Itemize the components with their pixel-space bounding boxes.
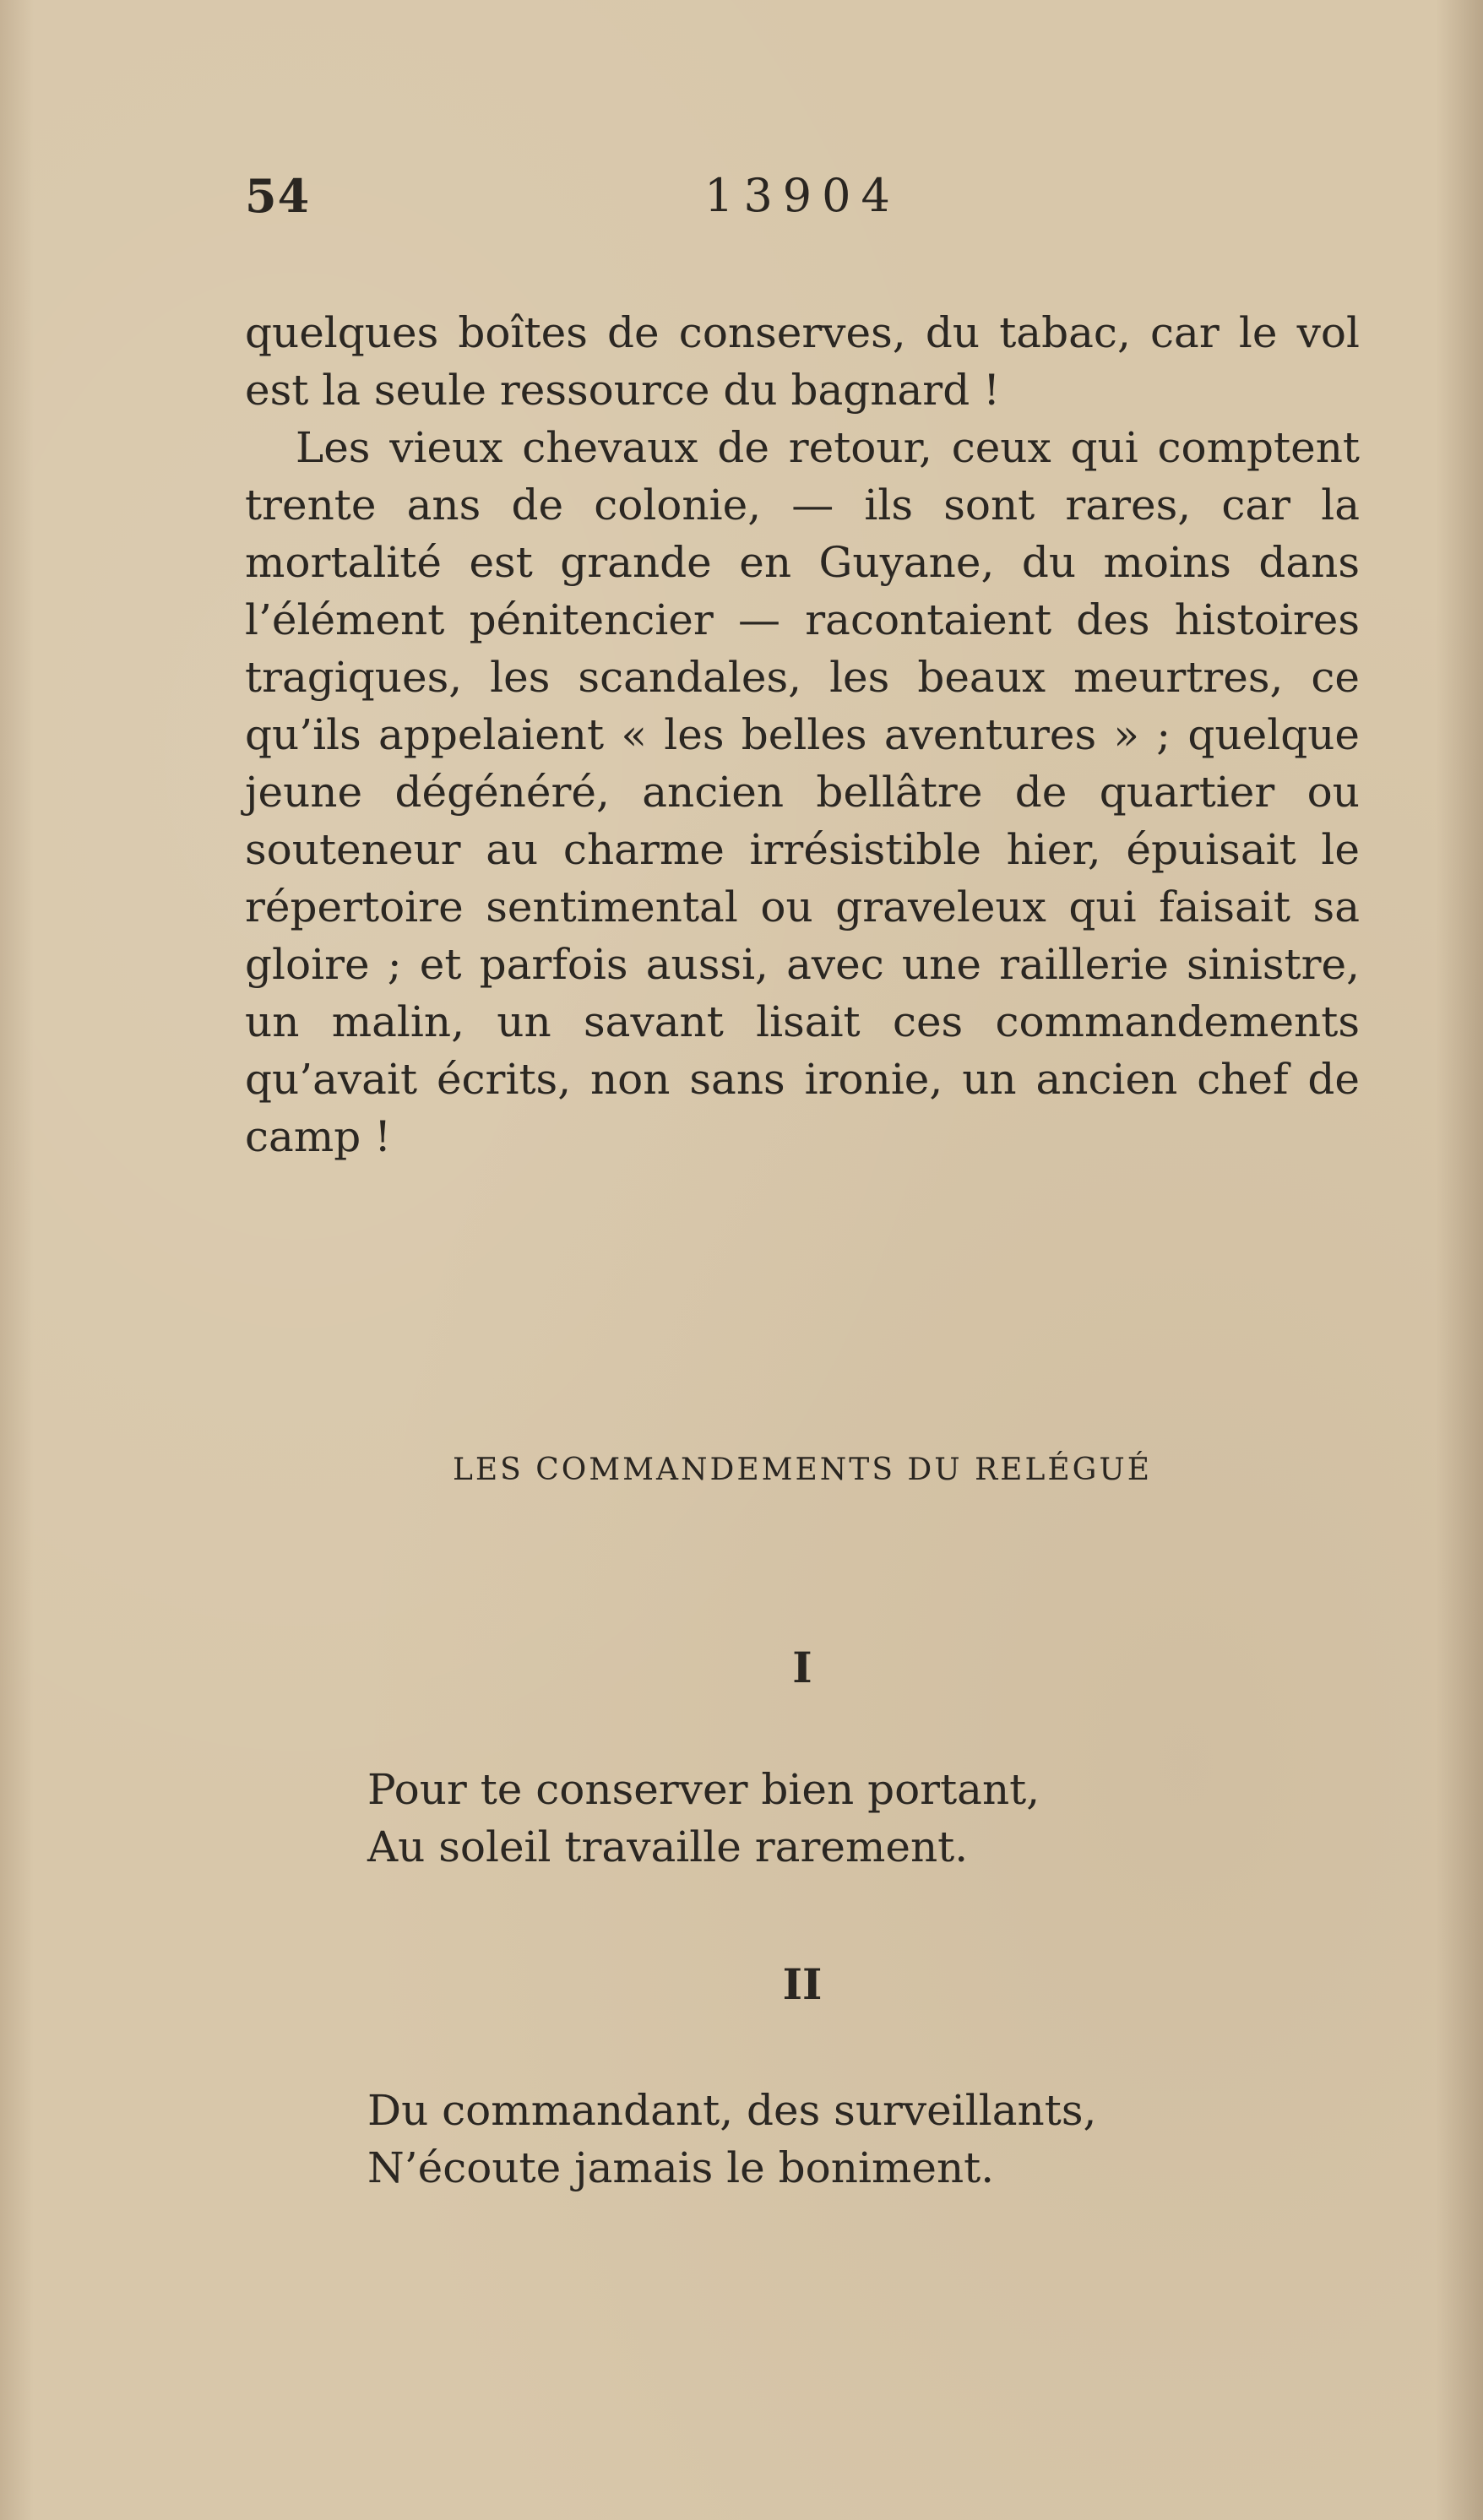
commandment-verse (367, 1761, 1381, 1876)
body-text (245, 304, 1360, 1165)
page-header (245, 169, 1360, 236)
page-number: 54 (245, 169, 311, 223)
verse-line: Au soleil travaille rarement. (367, 1822, 969, 1871)
commandment-numeral: I (792, 1643, 812, 1692)
paragraph: Les vieux chevaux de retour, ceux qui comptent trente ans de colonie, — ils sont rares, car la mortalité est grande en Guyane, du moins dans l’élément pénitencier — racontaient des histoires tragiques, les scandales, les beaux meurtres, ce qu’ils appelaient « les belles aventures » ; quelque jeune dégénéré, ancien bellâtre de quartier ou souteneur au charme irrésistible hier, épuisait le répertoire sentimental ou graveleux qui faisait sa gloire ; et parfois aussi, avec une raillerie sinistre, un malin, un savant lisait ces commandements qu’avait écrits, non sans ironie, un ancien chef de camp ! (245, 423, 1360, 1161)
section-heading: LES COMMANDEMENTS DU RELÉGUÉ (452, 1453, 1153, 1487)
verse-line: Pour te conserver bien portant, (367, 1765, 1040, 1814)
verse-line: N’écoute jamais le boniment. (367, 2143, 995, 2192)
running-title: 13904 (704, 169, 900, 222)
paragraph-continuation: quelques boîtes de conserves, du tabac, car le vol est la seule ressource du bagnard ! (245, 308, 1360, 415)
commandment-verse (367, 2082, 1381, 2197)
verse-line: Du commandant, des surveillants, (367, 2086, 1097, 2135)
commandment-numeral: II (782, 1959, 823, 2009)
